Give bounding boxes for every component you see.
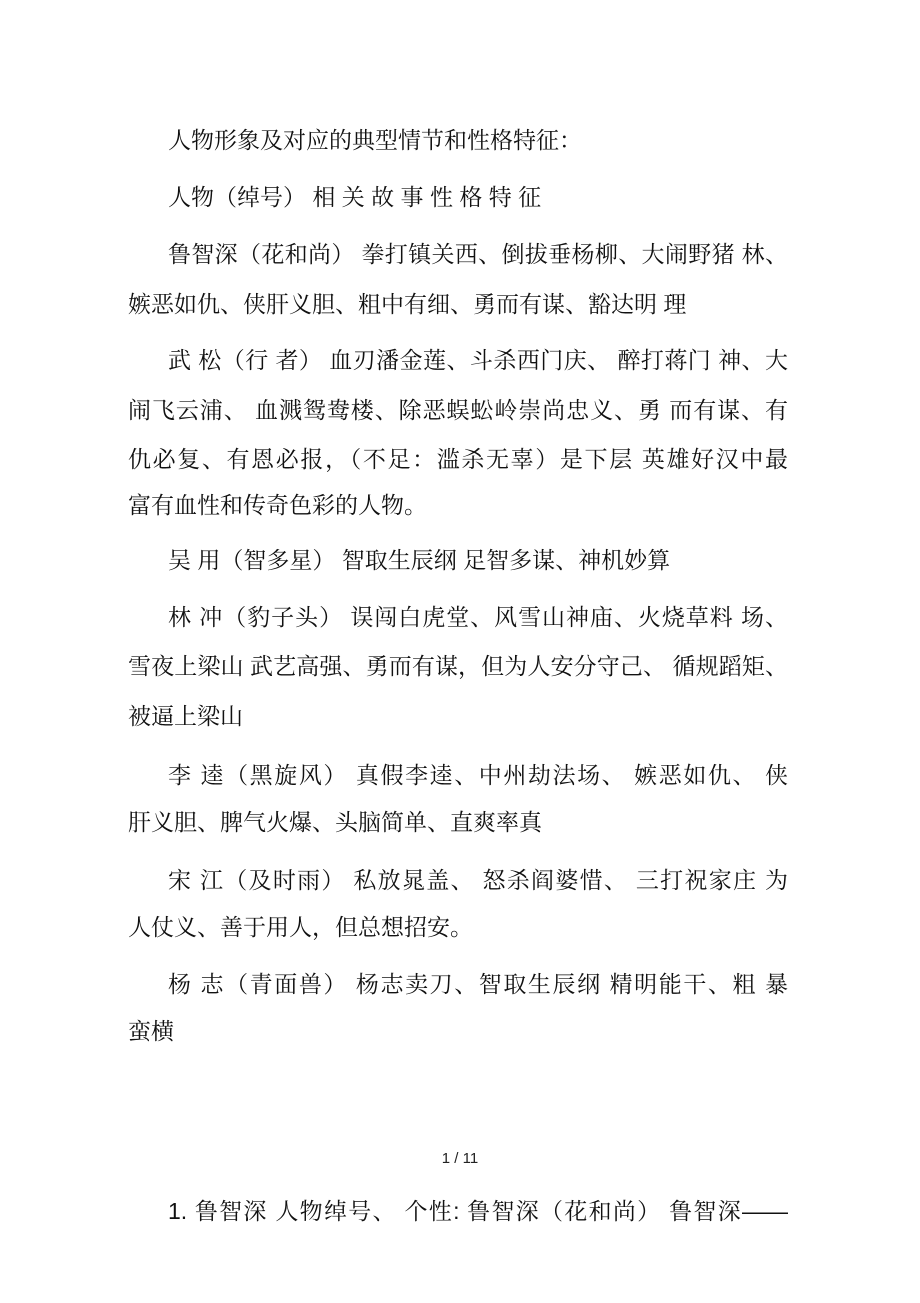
paragraph-luzhishen-line2: 嫉恶如仇、侠肝义胆、粗中有细、勇而有谋、豁达明 理 — [128, 291, 687, 317]
paragraph-linchong-line3: 被逼上梁山 — [128, 703, 243, 729]
paragraph-wuyong-line1: 吴 用（智多星） 智取生辰纲 足智多谋、神机妙算 — [168, 547, 671, 573]
next-page-first-line: 1. 鲁智深 人物绰号、 个性: 鲁智深（花和尚） 鲁智深—— — [168, 1198, 788, 1224]
paragraph-yangzhi-line1: 杨 志（青面兽） 杨志卖刀、智取生辰纲 精明能干、粗 暴 — [168, 971, 788, 997]
paragraph-songjiang-line1: 宋 江（及时雨） 私放晁盖、 怒杀阎婆惜、 三打祝家庄 为 — [168, 867, 788, 893]
page-number: 1 / 11 — [441, 1150, 479, 1167]
paragraph-likui-line1: 李 逵（黑旋风） 真假李逵、中州劫法场、 嫉恶如仇、 侠 — [168, 762, 788, 788]
paragraph-wusong-line4: 富有血性和传奇色彩的人物。 — [128, 492, 427, 518]
paragraph-linchong-line2: 雪夜上梁山 武艺高强、勇而有谋，但为人安分守己、 循规蹈矩、 — [128, 653, 788, 679]
paragraph-yangzhi-line2: 蛮横 — [128, 1018, 174, 1044]
paragraph-linchong-line1: 林 冲（豹子头） 误闯白虎堂、风雪山神庙、火烧草料 场、 — [168, 604, 788, 630]
paragraph-wusong-line2: 闹飞云浦、 血溅鸳鸯楼、除恶蜈蚣岭崇尚忠义、勇 而有谋、有 — [128, 397, 788, 423]
paragraph-wusong-line1: 武 松（行 者） 血刃潘金莲、斗杀西门庆、 醉打蒋门 神、大 — [168, 347, 788, 373]
intro-heading: 人物形象及对应的典型情节和性格特征： — [168, 127, 582, 153]
paragraph-likui-line2: 肝义胆、脾气火爆、头脑简单、直爽率真 — [128, 809, 542, 835]
paragraph-luzhishen-line1: 鲁智深（花和尚） 拳打镇关西、倒拔垂杨柳、大闹野猪 林、 — [168, 241, 788, 267]
paragraph-songjiang-line2: 人仗义、善于用人，但总想招安。 — [128, 914, 473, 940]
table-header: 人物（绰号） 相 关 故 事 性 格 特 征 — [168, 184, 542, 210]
paragraph-wusong-line3: 仇必复、有恩必报，（不足：滥杀无辜）是下层 英雄好汉中最 — [128, 446, 788, 472]
